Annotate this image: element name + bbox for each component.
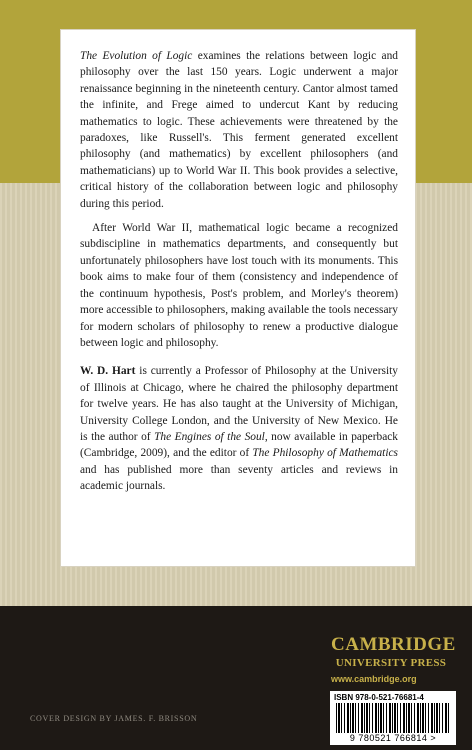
author-name: W. D. Hart bbox=[80, 365, 136, 378]
author-bio bbox=[80, 363, 398, 494]
book-title-philosophy-of-mathematics: The Philosophy of Mathematics bbox=[252, 447, 398, 460]
isbn-barcode bbox=[330, 691, 456, 745]
barcode-digits: 9 780521 766814 > bbox=[349, 733, 437, 743]
book-title-engines: The Engines of the Soul bbox=[154, 430, 265, 443]
publisher-url: www.cambridge.org bbox=[331, 674, 417, 684]
blurb-paragraph-2: After World War II, mathematical logic became a recognized subdiscipline in mathematics departments, and consequently but unfortunately philosophers have lost touch with its monuments. This book aims to make four of them (consistency and independence of the continuum hypothesis, Post's problem, and Morley's theorem) more accessible to philosophers, making available the tools necessary for modern scholars of philosophy to renew a productive dialogue between logic and philosophy. bbox=[80, 222, 398, 349]
bio-text-b: , now available in paperback (Cambridge, 2009), and the editor of bbox=[80, 430, 399, 460]
back-cover-text bbox=[80, 48, 398, 503]
bio-text-c: and has published more than seventy articles and reviews in academic journals. bbox=[80, 463, 398, 493]
bio-text-a: is currently a Professor of Philosophy at the University of Illinois at Chicago, where he chaired the philosophy department for twelve years. He has also taught at the University of Michigan, University College London, and the University of New Mexico. He is the author of bbox=[80, 365, 398, 443]
barcode-bars bbox=[336, 703, 450, 733]
blurb-paragraph-1 bbox=[80, 48, 398, 212]
cover-design-credit: COVER DESIGN BY JAMES. F. BRISSON bbox=[30, 714, 198, 723]
blurb-p1-text: examines the relations between logic and philosophy over the last 150 years. Logic underwent a major renaissance beginning in the nineteenth century. Cantor almost tamed the infinite, and Frege aimed to undercut Kant by reducing mathematics to logic. These achievements were threatened by the paradoxes, like Russell's. This ferment generated excellent philosophy (and mathematics) by excellent philosophers (and mathematicians) up to World War II. This book provides a selective, critical history of the collaboration between logic and philosophy during this period. bbox=[80, 50, 398, 210]
publisher-logo-title: CAMBRIDGE bbox=[331, 634, 456, 655]
book-title: The Evolution of Logic bbox=[80, 50, 193, 62]
isbn-label: ISBN 978-0-521-76681-4 bbox=[334, 693, 424, 702]
publisher-logo-subtitle: UNIVERSITY PRESS bbox=[335, 657, 447, 669]
